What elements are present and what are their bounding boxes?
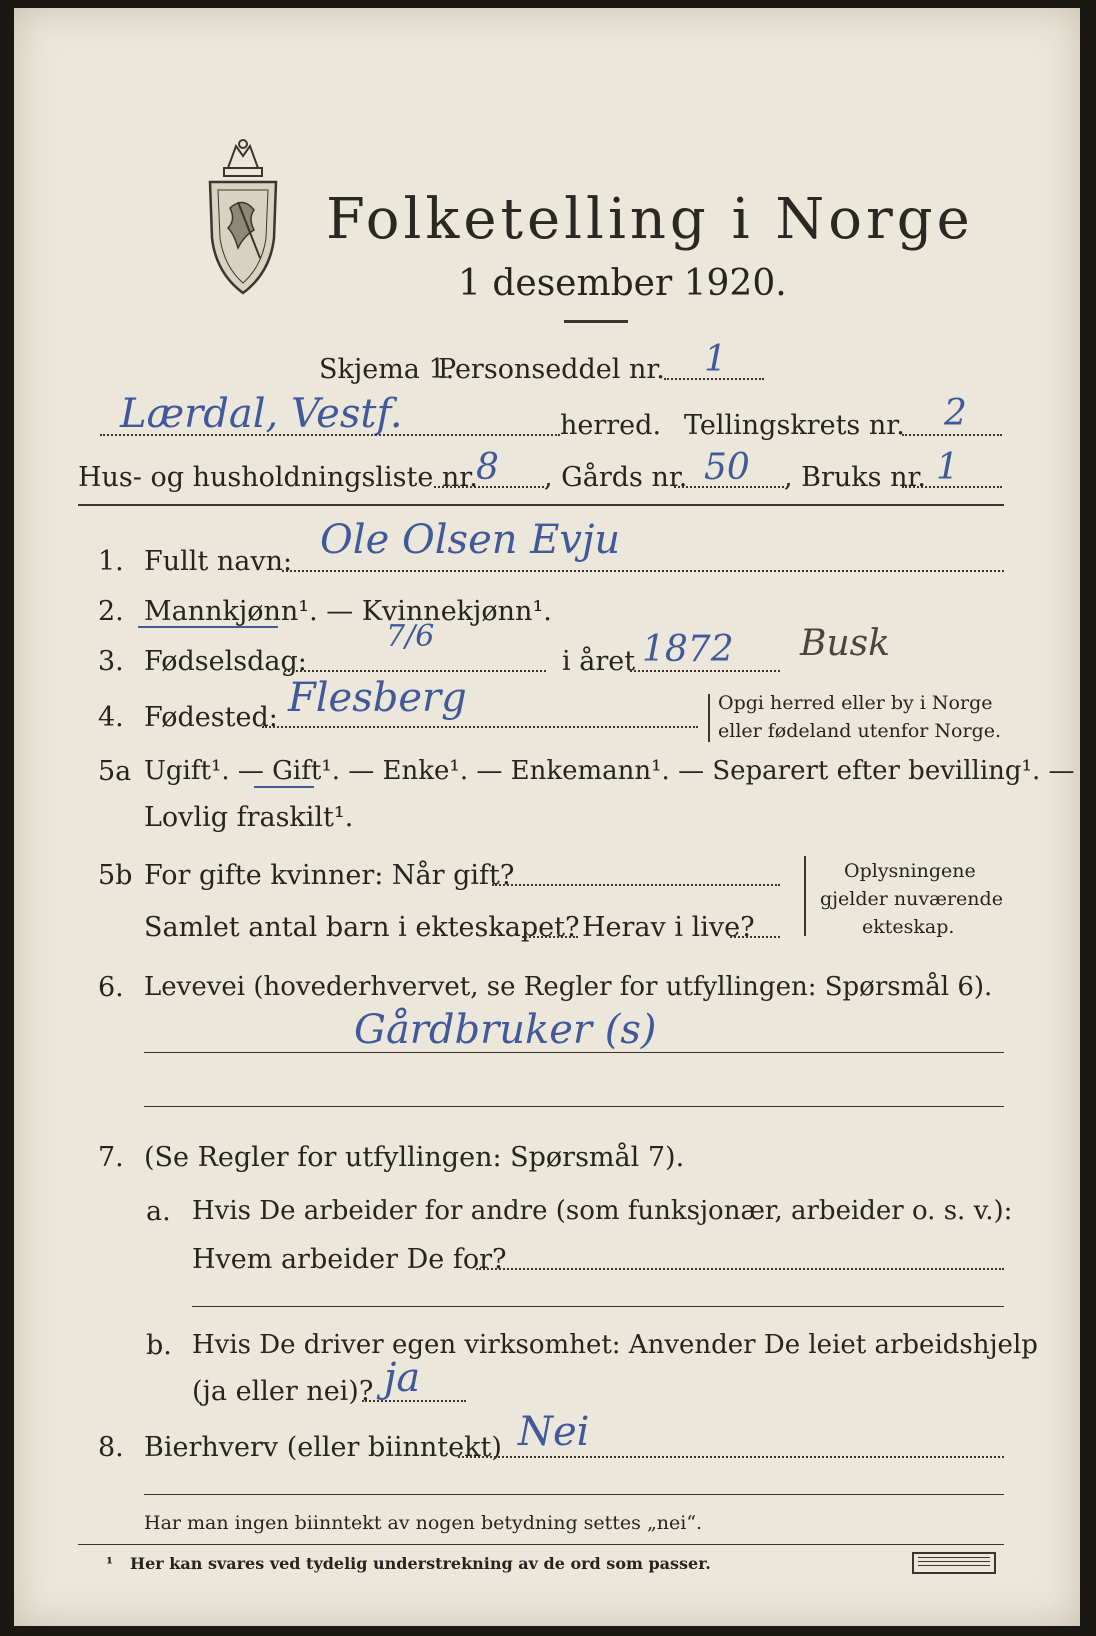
q3-value: 7/6: [386, 619, 435, 654]
q5b-note-line1: Oplysningene: [844, 860, 976, 882]
personseddel-label: Personseddel nr.: [438, 354, 665, 385]
q5a-number: 5a: [98, 756, 132, 787]
q5b-line2: [522, 936, 578, 938]
q7-label: (Se Regler for utfyllingen: Spørsmål 7).: [144, 1142, 685, 1173]
q3-year-value: 1872: [642, 629, 734, 670]
q1-label: Fullt navn:: [144, 546, 293, 577]
q6-value: Gårdbruker (s): [354, 1007, 657, 1053]
q5a-label: Ugift¹. — Gift¹. — Enke¹. — Enkemann¹. — Separert efter bevilling¹. —: [144, 756, 1075, 786]
q1-line: [282, 570, 1004, 572]
footnote-rule: [78, 1544, 1004, 1545]
q3-number: 3.: [98, 646, 124, 677]
footnote-text: Her kan svares ved tydelig understrekning av de ord som passer.: [130, 1554, 711, 1573]
q2-underline-mann: [138, 626, 278, 628]
q3-line: [284, 670, 546, 672]
gards-value: 50: [704, 447, 750, 488]
q7b-label: Hvis De driver egen virksomhet: Anvender De leiet arbeidshjelp: [192, 1330, 1038, 1360]
hus-value: 8: [476, 447, 499, 488]
bruks-label: , Bruks nr.: [784, 462, 927, 493]
q7a-line2: [192, 1306, 1004, 1307]
q3-extra-note: Busk: [800, 623, 890, 664]
form-title: Folketelling i Norge: [326, 187, 974, 252]
q6-label: Levevei (hovederhvervet, se Regler for utfyllingen: Spørsmål 6).: [144, 972, 993, 1002]
q2-label: Mannkjønn¹. — Kvinnekjønn¹.: [144, 596, 552, 627]
herred-line: [100, 434, 560, 436]
q5a-underline-gift: [254, 786, 314, 788]
header-divider: [78, 504, 1004, 506]
q7b-value: ja: [384, 1355, 421, 1401]
q8-value: Nei: [518, 1409, 590, 1455]
census-date: 1 desember 1920.: [458, 263, 787, 304]
q7a-line1: [476, 1268, 1004, 1270]
skjema-label: Skjema 1.: [319, 354, 455, 385]
herred-label: herred.: [560, 410, 662, 441]
q3-label: Fødselsdag:: [144, 646, 307, 677]
tellingskrets-label: Tellingskrets nr.: [684, 410, 905, 441]
tellingskrets-line: [902, 434, 1002, 436]
q1-value: Ole Olsen Evju: [320, 517, 621, 563]
q5b-note-line2: gjelder nuværende: [820, 888, 1003, 910]
q1-number: 1.: [98, 546, 124, 577]
q6-number: 6.: [98, 972, 124, 1003]
q4-number: 4.: [98, 702, 124, 733]
q5b-line1: [492, 884, 780, 886]
footnote-mark: ¹: [106, 1554, 114, 1573]
q5b-note-brace: [804, 856, 806, 936]
q5a-label2: Lovlig fraskilt¹.: [144, 802, 354, 833]
q8-label: Bierhverv (eller biinntekt): [144, 1432, 502, 1463]
q8-number: 8.: [98, 1432, 124, 1463]
q5b-line3: [730, 936, 780, 938]
q4-note-line1: Opgi herred eller by i Norge: [718, 692, 993, 714]
q2-number: 2.: [98, 596, 124, 627]
q5b-number: 5b: [98, 860, 133, 891]
q7a-label: Hvis De arbeider for andre (som funksjonær, arbeider o. s. v.):: [192, 1196, 1013, 1226]
q4-line: [262, 726, 698, 728]
title-rule: [564, 320, 628, 323]
footer-note: Har man ingen biinntekt av nogen betydning settes „nei“.: [144, 1512, 703, 1534]
bruks-value: 1: [936, 447, 959, 488]
q4-value: Flesberg: [288, 675, 467, 721]
coat-of-arms-icon: [198, 138, 288, 298]
q7a-label2: Hvem arbeider De for?: [192, 1244, 507, 1275]
q4-note-brace: [708, 694, 710, 742]
q8-line2: [144, 1494, 1004, 1495]
q5b-label2: Samlet antal barn i ekteskapet?: [144, 912, 580, 943]
q5b-label: For gifte kvinner: Når gift?: [144, 860, 515, 891]
herred-value: Lærdal, Vestf.: [120, 391, 403, 437]
q3-year-line: [630, 670, 780, 672]
q5b-note-line3: ekteskap.: [862, 916, 955, 938]
q6-line2: [144, 1106, 1004, 1107]
q6-line1: [144, 1052, 1004, 1053]
q7b-label2: (ja eller nei)?: [192, 1376, 374, 1407]
q4-label: Fødested:: [144, 702, 278, 733]
printer-stamp: [912, 1552, 996, 1574]
q7a-number: a.: [146, 1196, 171, 1227]
q7b-number: b.: [146, 1330, 172, 1361]
hus-label: Hus- og husholdningsliste nr.: [78, 462, 478, 493]
q8-line1: [458, 1456, 1004, 1458]
personseddel-value: 1: [704, 339, 727, 380]
q7-number: 7.: [98, 1142, 124, 1173]
q4-note-line2: eller fødeland utenfor Norge.: [718, 720, 1002, 742]
q3-year-label: i året: [562, 646, 636, 677]
q5b-label3: Herav i live?: [582, 912, 755, 943]
census-form: [14, 8, 1080, 1626]
gards-label: , Gårds nr.: [544, 462, 688, 493]
tellingskrets-value: 2: [944, 393, 967, 434]
